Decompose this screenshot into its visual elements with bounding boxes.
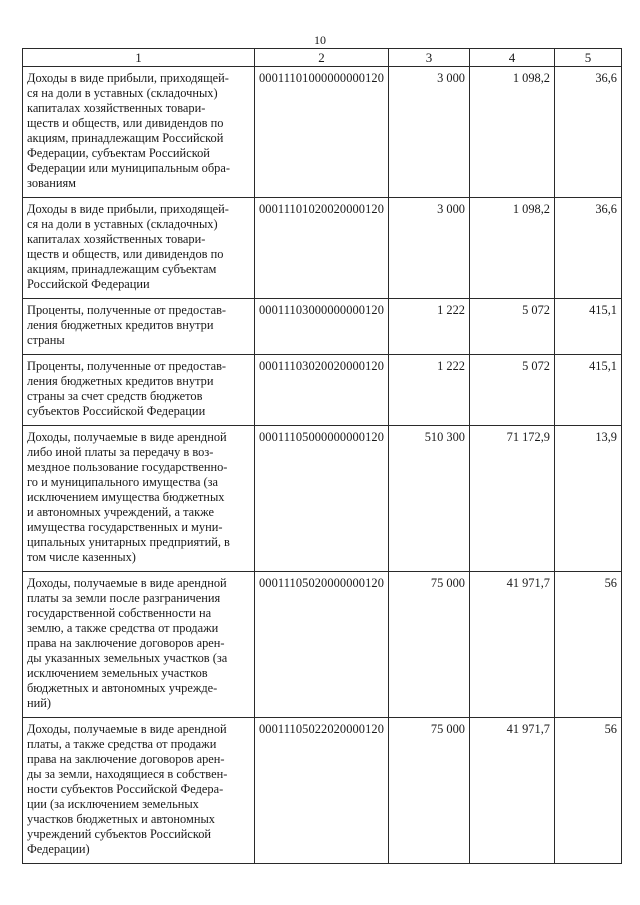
column-header: 1 xyxy=(23,49,255,67)
revenue-code-cell: 00011103020020000120 xyxy=(255,355,389,426)
column-5-value-cell: 36,6 xyxy=(555,198,622,299)
revenue-name-line: ды за земли, находящиеся в собствен- xyxy=(27,767,228,781)
table-body xyxy=(23,67,622,864)
revenue-name-line: ления бюджетных кредитов внутри xyxy=(27,374,214,388)
revenue-name-cell xyxy=(23,718,255,864)
revenue-name-line: исключением имущества бюджетных xyxy=(27,490,225,504)
table-row xyxy=(23,198,622,299)
table-row xyxy=(23,426,622,572)
revenue-name-line: государственной собственности на xyxy=(27,606,212,620)
column-4-value-cell: 1 098,2 xyxy=(470,198,555,299)
column-5-value-cell: 415,1 xyxy=(555,355,622,426)
revenue-code-cell: 00011101020020000120 xyxy=(255,198,389,299)
revenue-name-line: права на заключение договоров арен- xyxy=(27,636,225,650)
column-3-value-cell: 510 300 xyxy=(389,426,470,572)
column-3-value-cell: 75 000 xyxy=(389,572,470,718)
revenue-name-line: имущества государственных и муни- xyxy=(27,520,223,534)
column-3-value-cell: 1 222 xyxy=(389,299,470,355)
revenue-name-line: ления бюджетных кредитов внутри xyxy=(27,318,214,332)
revenue-name-line: го и муниципального имущества (за xyxy=(27,475,219,489)
column-5-value-cell: 56 xyxy=(555,718,622,864)
revenue-code-cell: 00011101000000000120 xyxy=(255,67,389,198)
table-row xyxy=(23,299,622,355)
column-header: 3 xyxy=(389,49,470,67)
revenue-name-line: Федерации или муниципальным обра- xyxy=(27,161,231,175)
revenue-name-line: Доходы, получаемые в виде арендной xyxy=(27,430,227,444)
revenue-name-line: исключением земельных участков xyxy=(27,666,208,680)
column-4-value-cell: 41 971,7 xyxy=(470,718,555,864)
column-5-value-cell: 36,6 xyxy=(555,67,622,198)
column-3-value-cell: 3 000 xyxy=(389,67,470,198)
table-row xyxy=(23,67,622,198)
revenue-table xyxy=(22,48,622,864)
revenue-name-line: Проценты, полученные от предостав- xyxy=(27,359,227,373)
column-4-value-cell: 5 072 xyxy=(470,355,555,426)
column-3-value-cell: 1 222 xyxy=(389,355,470,426)
revenue-name-line: ципальных унитарных предприятий, в xyxy=(27,535,230,549)
revenue-code-cell: 00011103000000000120 xyxy=(255,299,389,355)
revenue-name-line: зованиям xyxy=(27,176,77,190)
column-4-value-cell: 5 072 xyxy=(470,299,555,355)
revenue-name-line: Доходы, получаемые в виде арендной xyxy=(27,576,227,590)
revenue-name-line: и автономных учреждений, а также xyxy=(27,505,215,519)
revenue-name-cell xyxy=(23,198,255,299)
revenue-name-line: землю, а также средства от продажи xyxy=(27,621,219,635)
revenue-name-cell xyxy=(23,67,255,198)
revenue-name-line: Российской Федерации xyxy=(27,277,150,291)
revenue-code-cell: 00011105022020000120 xyxy=(255,718,389,864)
revenue-name-line: участков бюджетных и автономных xyxy=(27,812,215,826)
column-4-value-cell: 71 172,9 xyxy=(470,426,555,572)
revenue-code-cell: 00011105020000000120 xyxy=(255,572,389,718)
revenue-name-line: бюджетных и автономных учрежде- xyxy=(27,681,218,695)
revenue-name-line: акциям, принадлежащим Российской xyxy=(27,131,224,145)
revenue-name-cell xyxy=(23,299,255,355)
column-header: 4 xyxy=(470,49,555,67)
revenue-code-cell: 00011105000000000120 xyxy=(255,426,389,572)
revenue-name-line: права на заключение договоров арен- xyxy=(27,752,225,766)
revenue-name-line: ся на доли в уставных (складочных) xyxy=(27,217,218,231)
revenue-name-line: акциям, принадлежащим субъектам xyxy=(27,262,217,276)
revenue-name-line: ществ и обществ, или дивидендов по xyxy=(27,116,224,130)
revenue-name-line: Федерации) xyxy=(27,842,90,856)
revenue-name-line: учреждений субъектов Российской xyxy=(27,827,212,841)
table-row xyxy=(23,718,622,864)
revenue-name-cell xyxy=(23,572,255,718)
revenue-name-line: платы за земли после разграничения xyxy=(27,591,221,605)
revenue-name-line: капиталах хозяйственных товари- xyxy=(27,101,206,115)
column-3-value-cell: 3 000 xyxy=(389,198,470,299)
revenue-name-line: Проценты, полученные от предостав- xyxy=(27,303,227,317)
revenue-name-line: Доходы в виде прибыли, приходящей- xyxy=(27,71,229,85)
revenue-name-line: платы, а также средства от продажи xyxy=(27,737,217,751)
revenue-name-line: мездное пользование государственно- xyxy=(27,460,228,474)
revenue-name-line: ся на доли в уставных (складочных) xyxy=(27,86,218,100)
revenue-name-line: ности субъектов Российской Федера- xyxy=(27,782,224,796)
revenue-name-line: Федерации, субъектам Российской xyxy=(27,146,210,160)
column-header: 2 xyxy=(255,49,389,67)
column-5-value-cell: 56 xyxy=(555,572,622,718)
column-4-value-cell: 1 098,2 xyxy=(470,67,555,198)
revenue-name-line: страны xyxy=(27,333,65,347)
table-row xyxy=(23,355,622,426)
column-5-value-cell: 415,1 xyxy=(555,299,622,355)
column-header: 5 xyxy=(555,49,622,67)
column-4-value-cell: 41 971,7 xyxy=(470,572,555,718)
table-row xyxy=(23,572,622,718)
revenue-name-line: ции (за исключением земельных xyxy=(27,797,199,811)
revenue-name-line: ды указанных земельных участков (за xyxy=(27,651,228,665)
revenue-name-line: страны за счет средств бюджетов xyxy=(27,389,203,403)
revenue-name-line: Доходы в виде прибыли, приходящей- xyxy=(27,202,229,216)
page-number: 10 xyxy=(314,33,326,47)
revenue-name-line: субъектов Российской Федерации xyxy=(27,404,206,418)
column-3-value-cell: 75 000 xyxy=(389,718,470,864)
revenue-name-cell xyxy=(23,355,255,426)
revenue-name-line: ществ и обществ, или дивидендов по xyxy=(27,247,224,261)
table-header-row xyxy=(23,49,622,67)
revenue-name-line: ний) xyxy=(27,696,52,710)
revenue-name-line: капиталах хозяйственных товари- xyxy=(27,232,206,246)
column-5-value-cell: 13,9 xyxy=(555,426,622,572)
revenue-name-line: Доходы, получаемые в виде арендной xyxy=(27,722,227,736)
revenue-name-cell xyxy=(23,426,255,572)
revenue-name-line: том числе казенных) xyxy=(27,550,136,564)
revenue-name-line: либо иной платы за передачу в воз- xyxy=(27,445,214,459)
